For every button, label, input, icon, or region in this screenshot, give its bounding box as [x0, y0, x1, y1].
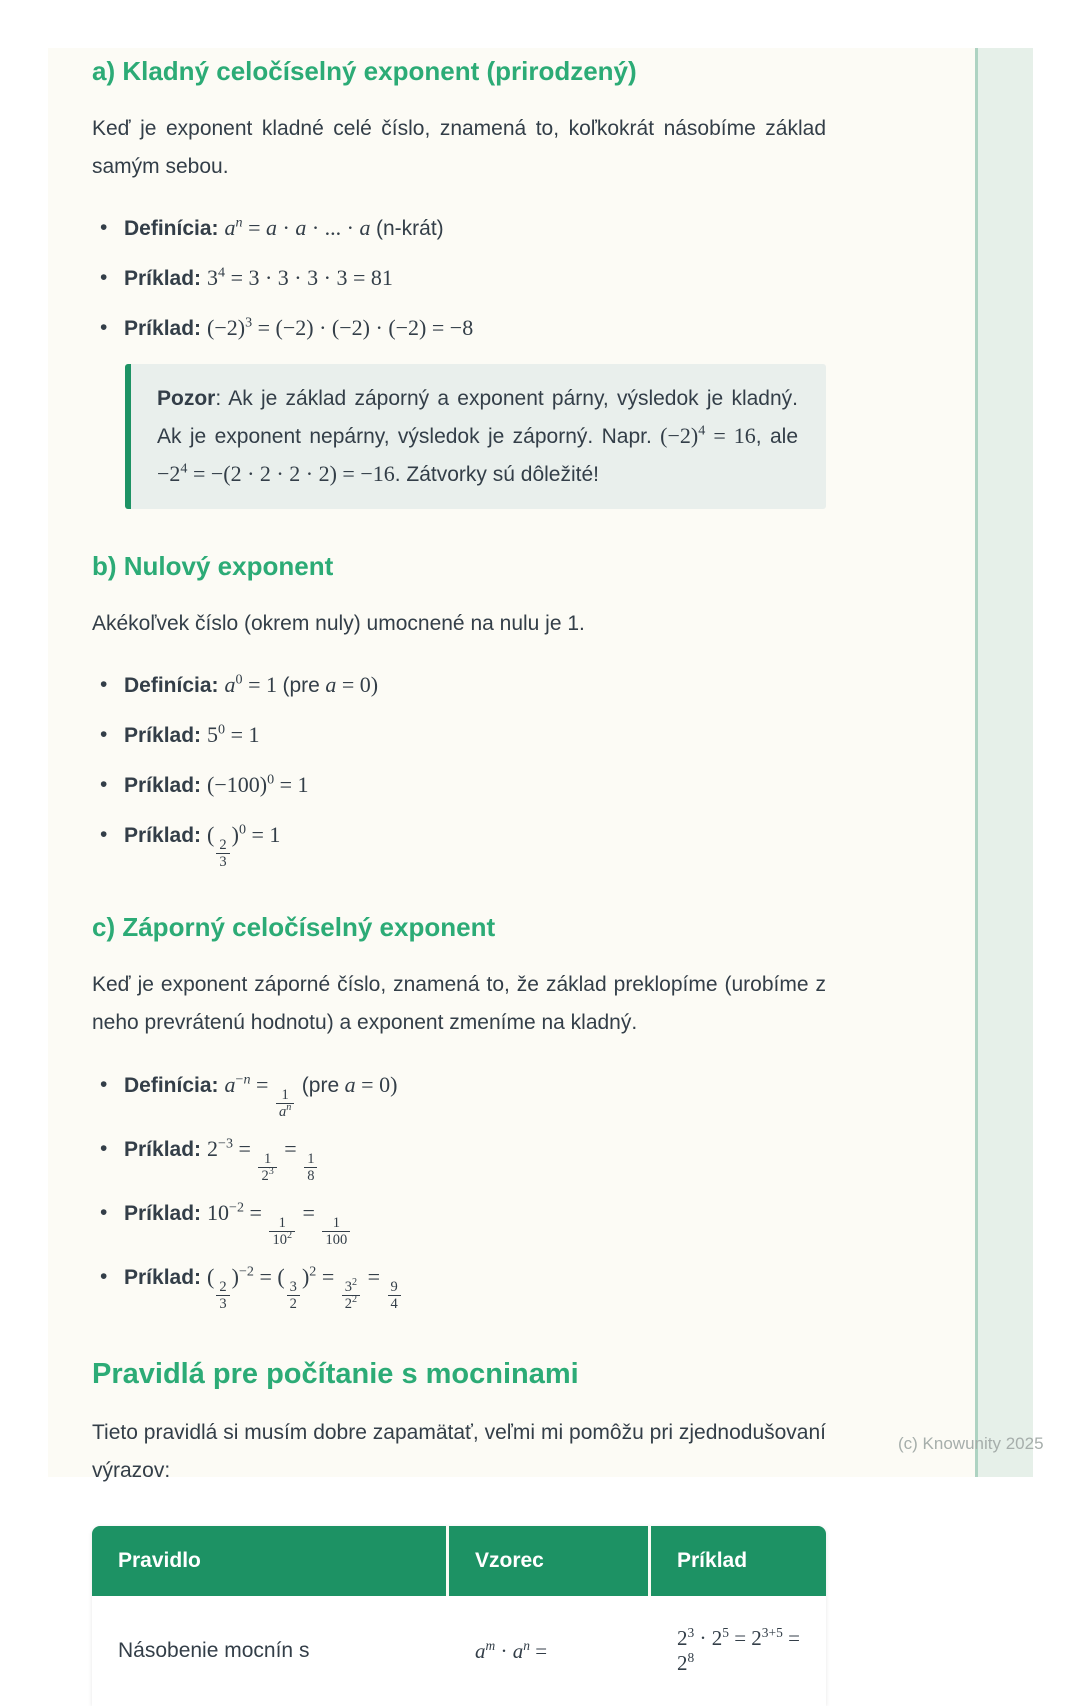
rules-table-header: [92, 1526, 826, 1596]
rules-heading: Pravidlá pre počítanie s mocninami: [92, 1358, 579, 1391]
cell-formula: $a^m \cdot a^n$ =: [449, 1596, 651, 1706]
bullet-item: [124, 719, 826, 751]
bullet-math: $10^{-2}$ = $\frac{1}{10^2}$ = $\frac{1}{100}$: [207, 1200, 352, 1225]
bullet-math: $(-100)^0 = 1$: [207, 771, 309, 797]
bullet-item: [124, 819, 826, 870]
bullet-item: [124, 312, 826, 344]
bullet-label: Definícia:: [124, 217, 219, 240]
bullet-item: [124, 1260, 826, 1312]
table-header-row: [92, 1526, 826, 1596]
bullet-label: Príklad:: [124, 724, 202, 747]
bullet-label: Príklad:: [124, 1266, 202, 1290]
bullet-math: ( $\frac{2}{3}$ )$^0$ = 1: [207, 821, 281, 870]
callout-text: Pozor: Ak je základ záporný a exponent párny, výsledok je kladný. Ak je exponent nepárny, výsledok je záporný. Napr. $(-2)^4 = 16$, ale $-2^4 = -(2 \cdot 2 \cdot 2 \cdot 2) = -16$. Zátvorky sú dôležité!: [157, 387, 798, 486]
bullet-item: [124, 212, 826, 244]
bullet-math: ( $\frac{2}{3}$ )$^{-2}$ = ( $\frac{3}{2}$ )$^2$ = $\frac{3^2}{2^2}$ = $\frac{9}{4}$: [207, 1264, 403, 1289]
document-page: [48, 48, 975, 1676]
rules-table-body: [92, 1596, 826, 1706]
bullet-label: Príklad:: [124, 1202, 202, 1226]
section-b-paragraph: Akékoľvek číslo (okrem nuly) umocnené na nulu je 1.: [92, 612, 585, 635]
section-c-heading: c) Záporný celočíselný exponent: [92, 912, 496, 943]
bullet-item: [124, 769, 826, 801]
bullet-item: [124, 262, 826, 294]
content-column: [48, 48, 826, 1706]
bullet-item: [124, 1132, 826, 1184]
bullet-label: Príklad:: [124, 824, 202, 847]
section-a-heading: a) Kladný celočíselný exponent (prirodzený): [92, 56, 637, 86]
column-header-formula: Vzorec: [449, 1526, 651, 1596]
bullet-math: $5^0 = 1$: [207, 721, 260, 747]
section-b-heading: b) Nulový exponent: [92, 551, 334, 581]
section-c-bullets: [92, 1068, 826, 1312]
bullet-label: Príklad:: [124, 1138, 202, 1162]
callout-note: [125, 364, 826, 509]
bullet-label: Príklad:: [124, 317, 202, 340]
bullet-math: $a^{-n}$ = $\frac{1}{a^n}$ (pre a = 0): [224, 1071, 398, 1120]
bullet-math: $a^n = a \cdot a$ · ... · a (n-krát): [224, 214, 444, 240]
bullet-label: Príklad:: [124, 774, 202, 797]
bullet-label: Definícia:: [124, 1074, 219, 1098]
rules-table: [92, 1526, 826, 1706]
bullet-label: Definícia:: [124, 674, 219, 697]
table-row: [92, 1596, 826, 1706]
section-c-paragraph: Keď je exponent záporné číslo, znamená to, že základ preklopíme (urobíme z neho prevrátenú hodnotu) a exponent zmeníme na kladný.: [92, 973, 826, 1035]
section-a-paragraph: Keď je exponent kladné celé číslo, znamená to, koľkokrát násobíme základ samým sebou.: [92, 117, 826, 178]
section-b-bullets: [92, 669, 826, 870]
cell-rule: Násobenie mocnín s: [92, 1596, 449, 1706]
cell-example: $2^3 \cdot 2^5 = 2^{3+5} = 2^8$: [651, 1596, 826, 1706]
bullet-item: [124, 1068, 826, 1120]
bullet-item: [124, 1196, 826, 1248]
section-a-bullets: [92, 212, 826, 344]
column-header-example: Príklad: [651, 1526, 826, 1596]
bullet-math: $(-2)^3 = (-2) \cdot (-2) \cdot (-2) = -8$: [207, 314, 474, 340]
column-header-rule: Pravidlo: [92, 1526, 449, 1596]
bullet-label: Príklad:: [124, 267, 202, 290]
bullet-item: [124, 669, 826, 701]
side-accent-strip: [975, 48, 1033, 1477]
rules-paragraph: Tieto pravidlá si musím dobre zapamätať, veľmi mi pomôžu pri zjednodušovaní výrazov:: [92, 1421, 826, 1483]
bullet-math: $2^{-3}$ = $\frac{1}{2^3}$ = $\frac{1}{8}$: [207, 1136, 319, 1161]
bullet-math: $a^0 = 1$ (pre a = 0): [224, 671, 379, 697]
copyright-label: (c) Knowunity 2025: [898, 1434, 1044, 1453]
bullet-math: $3^4 = 3 \cdot 3 \cdot 3 \cdot 3 = 81$: [207, 264, 393, 290]
